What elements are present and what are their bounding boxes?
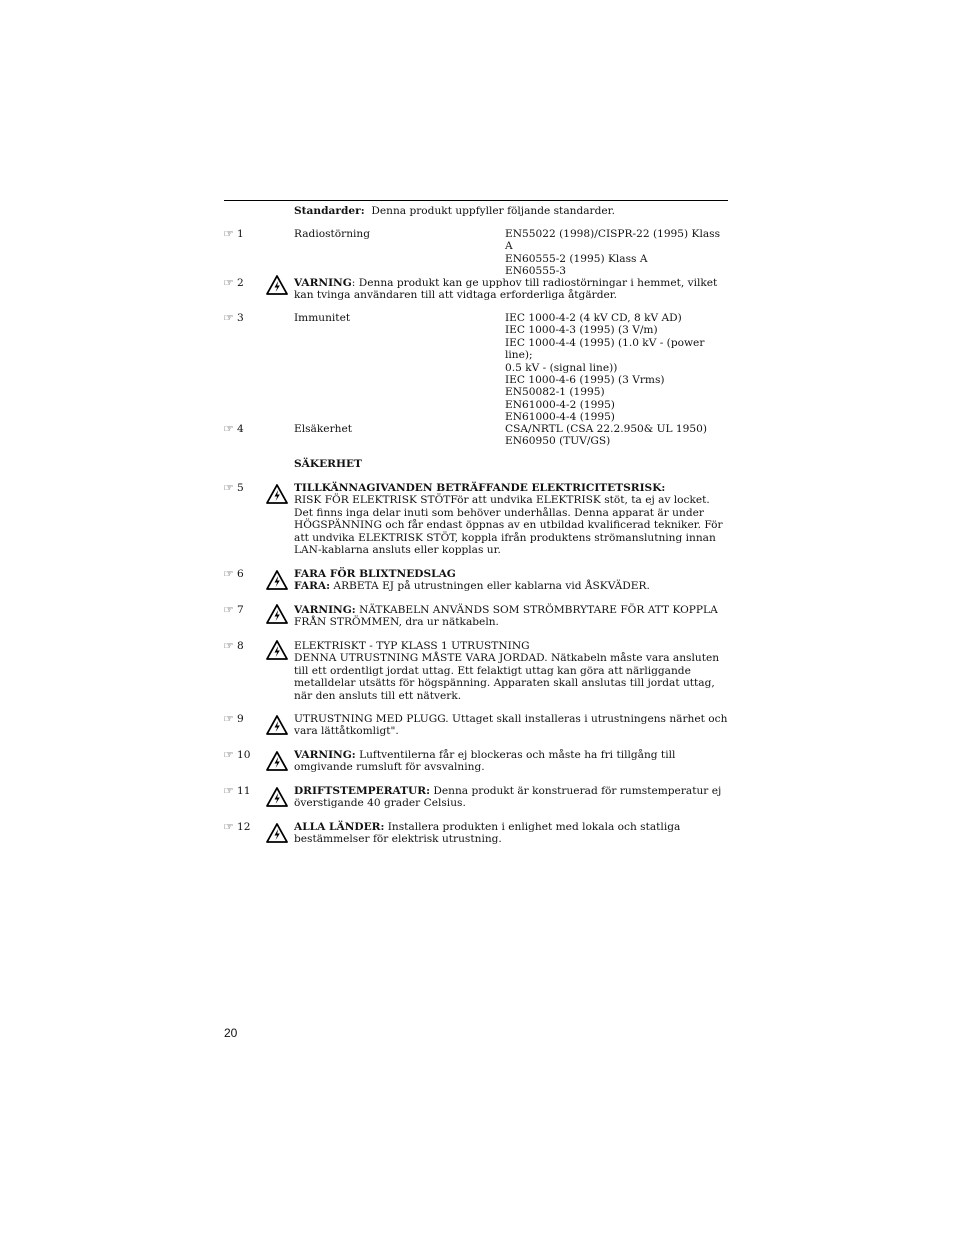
warning-triangle-icon xyxy=(266,823,288,843)
safety-heading: SÄKERHET xyxy=(294,458,362,470)
item-values xyxy=(505,423,729,448)
item-number: ☞ 5 xyxy=(223,482,244,494)
item-text: DRIFTSTEMPERATUR: Denna produkt är konstruerad för rumstemperatur ej överstigande 40 grader Celsius. xyxy=(294,785,722,810)
warning-triangle-icon xyxy=(266,715,288,735)
warning-triangle-icon xyxy=(266,604,288,624)
item-text: VARNING: Luftventilerna får ej blockeras och måste ha fri tillgång till omgivande rumsluft för avsvalning. xyxy=(294,749,676,774)
item-text: ALLA LÄNDER: Installera produkten i enlighet med lokala och statliga bestämmelser för elektrisk utrustning. xyxy=(294,821,681,846)
page-number: 20 xyxy=(224,1026,238,1040)
item-text: ELEKTRISKT - TYP KLASS 1 UTRUSTNING DENNA UTRUSTNING MÅSTE VARA JORDAD. Nätkabeln måste vara ansluten till ett ordentligt jordat uttag. Ett felaktigt uttag kan göra att närliggande metalldelar utsätts för högspänning. Apparaten skall anslutas till jordat uttag, när den ansluts till ett nätverk. xyxy=(294,640,720,702)
top-rule xyxy=(224,200,728,201)
value-line: CSA/NRTL (CSA 22.2.950& UL 1950) xyxy=(505,423,708,435)
item-text: VARNING: NÄTKABELN ANVÄNDS SOM STRÖMBRYTARE FÖR ATT KOPPLA FRÅN STRÖMMEN, dra ur nätkabeln. xyxy=(294,604,718,629)
item-number: ☞ 8 xyxy=(223,640,244,652)
item-label: Immunitet xyxy=(294,312,351,324)
pointing-hand-icon: ☞ xyxy=(223,424,234,435)
pointing-hand-icon: ☞ xyxy=(223,569,234,580)
value-line: EN50082-1 (1995) xyxy=(505,386,605,399)
warning-triangle-icon xyxy=(266,275,288,295)
item-label: Radiostörning xyxy=(294,228,371,240)
warning-triangle-icon xyxy=(266,640,288,660)
item-number: ☞ 3 xyxy=(223,312,244,324)
pointing-hand-icon: ☞ xyxy=(223,641,234,652)
value-line: IEC 1000-4-2 (4 kV CD, 8 kV AD) xyxy=(505,312,682,324)
item-number: ☞ 10 xyxy=(223,749,251,761)
item-values xyxy=(505,312,729,424)
item-number: ☞ 1 xyxy=(223,228,244,240)
item-text: UTRUSTNING MED PLUGG. Uttaget skall installeras i utrustningens närhet och vara lättåtkomligt". xyxy=(294,713,728,738)
standards-intro xyxy=(294,205,730,217)
pointing-hand-icon: ☞ xyxy=(223,483,234,494)
warning-triangle-icon xyxy=(266,787,288,807)
value-line: EN61000-4-2 (1995) xyxy=(505,398,615,411)
pointing-hand-icon: ☞ xyxy=(223,786,234,797)
item-text: FARA FÖR BLIXTNEDSLAG FARA: ARBETA EJ på utrustningen eller kablarna vid ÅSKVÄDER. xyxy=(294,568,650,593)
warning-triangle-icon xyxy=(266,570,288,590)
item-number: ☞ 11 xyxy=(223,785,251,797)
item-number: ☞ 2 xyxy=(223,277,244,289)
value-line: IEC 1000-4-4 (1995) (1.0 kV - (power line); xyxy=(505,336,705,362)
standards-heading: Standarder: xyxy=(294,205,365,217)
pointing-hand-icon: ☞ xyxy=(223,750,234,761)
value-line: EN60950 (TUV/GS) xyxy=(505,435,611,448)
item-number: ☞ 6 xyxy=(223,568,244,580)
value-line: EN60555-3 xyxy=(505,265,567,278)
warning-triangle-icon xyxy=(266,484,288,504)
item-number: ☞ 12 xyxy=(223,821,251,833)
item-label: Elsäkerhet xyxy=(294,423,352,435)
warning-triangle-icon xyxy=(266,751,288,771)
item-number: ☞ 7 xyxy=(223,604,244,616)
pointing-hand-icon: ☞ xyxy=(223,313,234,324)
pointing-hand-icon: ☞ xyxy=(223,278,234,289)
value-line: 0.5 kV - (signal line)) xyxy=(505,361,618,374)
item-values xyxy=(505,228,729,278)
item-text: VARNING: Denna produkt kan ge upphov till radiostörningar i hemmet, vilket kan tvinga användaren till att vidtaga erforderliga åtgärder. xyxy=(294,277,718,302)
item-text: TILLKÄNNAGIVANDEN BETRÄFFANDE ELEKTRICITETSRISK: RISK FÖR ELEKTRISK STÖTFör att undvika ELEKTRISK stöt, ta ej av locket. Det finns inga delar inuti som behöver underhållas. Denna apparat är under HÖGSPÄNNING och får endast öppnas av en utbildad kvalificerad tekniker. För att undvika ELEKTRISK STÖT, koppla ifrån produktens strömanslutning innan LAN-kablarna ansluts eller kopplas ur. xyxy=(294,482,723,557)
value-line: EN55022 (1998)/CISPR-22 (1995) Klass A xyxy=(505,228,721,253)
value-line: EN61000-4-4 (1995) xyxy=(505,411,615,424)
value-line: IEC 1000-4-6 (1995) (3 Vrms) xyxy=(505,374,665,387)
pointing-hand-icon: ☞ xyxy=(223,605,234,616)
pointing-hand-icon: ☞ xyxy=(223,714,234,725)
standards-intro-text: Denna produkt uppfyller följande standarder. xyxy=(371,205,615,217)
pointing-hand-icon: ☞ xyxy=(223,822,234,833)
item-number: ☞ 9 xyxy=(223,713,244,725)
value-line: EN60555-2 (1995) Klass A xyxy=(505,252,648,265)
item-number: ☞ 4 xyxy=(223,423,244,435)
value-line: IEC 1000-4-3 (1995) (3 V/m) xyxy=(505,324,658,337)
pointing-hand-icon: ☞ xyxy=(223,229,234,240)
